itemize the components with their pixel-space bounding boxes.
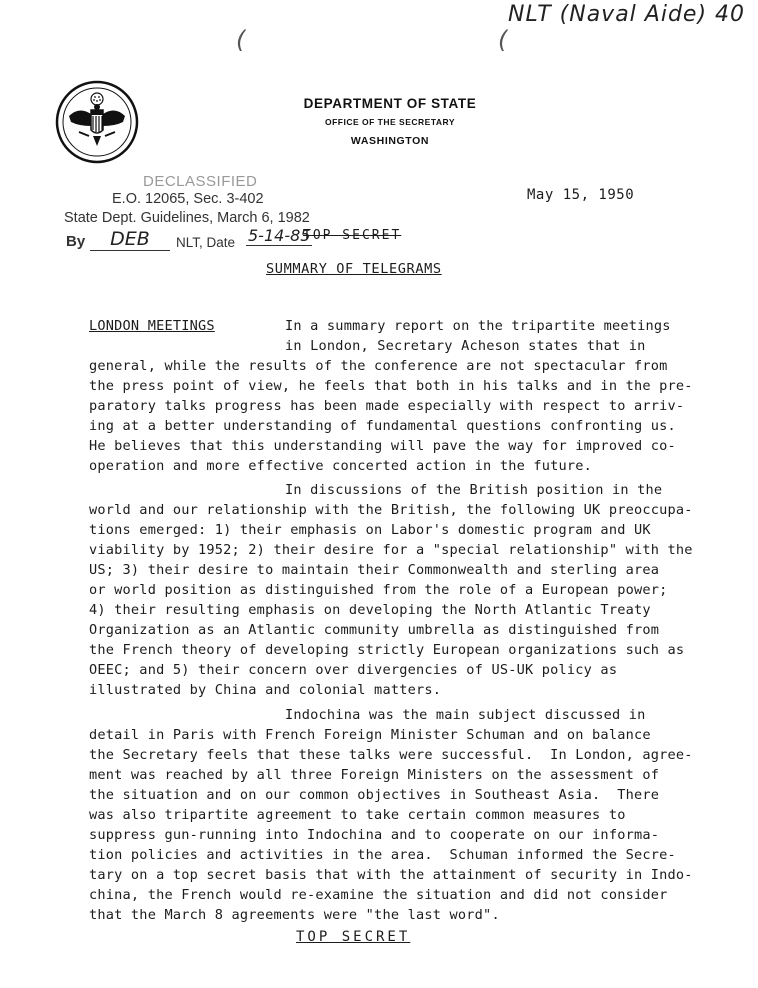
state-guidelines: State Dept. Guidelines, March 6, 1982 bbox=[64, 210, 310, 226]
letterhead-department: DEPARTMENT OF STATE bbox=[303, 96, 477, 111]
paragraph-line: 4) their resulting emphasis on developing the North Atlantic Treaty bbox=[89, 602, 651, 618]
document-title: SUMMARY OF TELEGRAMS bbox=[266, 261, 442, 277]
section-heading: LONDON MEETINGS bbox=[89, 318, 215, 334]
nlt-date-label: NLT, Date bbox=[176, 235, 236, 250]
classification-top: TOP SECRET bbox=[303, 228, 402, 243]
declassified-by-label: By bbox=[66, 233, 86, 250]
paragraph-line: the press point of view, he feels that both in his talks and in the pre- bbox=[89, 378, 693, 394]
paragraph-line: detail in Paris with French Foreign Minister Schuman and on balance bbox=[89, 727, 651, 743]
letterhead-city: WASHINGTON bbox=[350, 135, 430, 147]
memo-date: May 15, 1950 bbox=[527, 187, 635, 203]
paragraph-line: viability by 1952; 2) their desire for a "special relationship" with the bbox=[89, 542, 693, 558]
declassified-stamp: DECLASSIFIED bbox=[143, 173, 258, 190]
letterhead-office: OFFICE OF THE SECRETARY bbox=[324, 117, 456, 127]
paragraph-line: Organization as an Atlantic community umbrella as distinguished from bbox=[89, 622, 660, 638]
classification-bottom: TOP SECRET bbox=[296, 929, 411, 945]
paragraph-line: US; 3) their desire to maintain their Commonwealth and sterling area bbox=[89, 562, 660, 578]
paragraph-line: Indochina was the main subject discussed in bbox=[285, 707, 646, 723]
declassified-date: 5-14-85 bbox=[248, 226, 311, 245]
paragraph-line: the situation and on our common objectives in Southeast Asia. There bbox=[89, 787, 660, 803]
paragraph-line: tions emerged: 1) their emphasis on Labor's domestic program and UK bbox=[89, 522, 651, 538]
paragraph-line: that the March 8 agreements were "the last word". bbox=[89, 907, 500, 923]
paragraph-line: He believes that this understanding will pave the way for improved co- bbox=[89, 438, 676, 454]
paragraph-line: in London, Secretary Acheson states that in bbox=[285, 338, 646, 354]
paragraph-line: ment was reached by all three Foreign Ministers on the assessment of bbox=[89, 767, 660, 783]
paragraph-line: In a summary report on the tripartite meetings bbox=[285, 318, 671, 334]
declassified-by-initials: DEB bbox=[90, 228, 170, 251]
paragraph-line: or world position as distinguished from the role of a European power; bbox=[89, 582, 668, 598]
margin-mark: ( bbox=[236, 26, 246, 54]
paragraph-line: ing at a better understanding of fundamental questions confronting us. bbox=[89, 418, 676, 434]
paragraph-line: was also tripartite agreement to take certain common measures to bbox=[89, 807, 626, 823]
paragraph-line: the Secretary feels that these talks were successful. In London, agree- bbox=[89, 747, 693, 763]
paragraph-line: tion policies and activities in the area. Schuman informed the Secre- bbox=[89, 847, 676, 863]
paragraph-line: OEEC; and 5) their concern over divergencies of US-UK policy as bbox=[89, 662, 618, 678]
handwritten-note: NLT (Naval Aide) 40 bbox=[508, 2, 746, 27]
paragraph-line: suppress gun-running into Indochina and to cooperate on our informa- bbox=[89, 827, 660, 843]
paragraph-line: operation and more effective concerted action in the future. bbox=[89, 458, 593, 474]
margin-mark: ( bbox=[498, 26, 508, 54]
paragraph-line: tary on a top secret basis that with the attainment of security in Indo- bbox=[89, 867, 693, 883]
paragraph-line: In discussions of the British position in the bbox=[285, 482, 663, 498]
paragraph-line: world and our relationship with the British, the following UK preoccupa- bbox=[89, 502, 693, 518]
paragraph-line: china, the French would re-examine the situation and did not consider bbox=[89, 887, 668, 903]
paragraph-line: general, while the results of the conference are not spectacular from bbox=[89, 358, 668, 374]
great-seal-eagle-icon bbox=[55, 80, 139, 164]
paragraph-line: illustrated by China and colonial matters. bbox=[89, 682, 442, 698]
executive-order: E.O. 12065, Sec. 3-402 bbox=[112, 191, 264, 207]
paragraph-line: the French theory of developing strictly European organizations such as bbox=[89, 642, 685, 658]
paragraph-line: paratory talks progress has been made especially with respect to arriv- bbox=[89, 398, 685, 414]
